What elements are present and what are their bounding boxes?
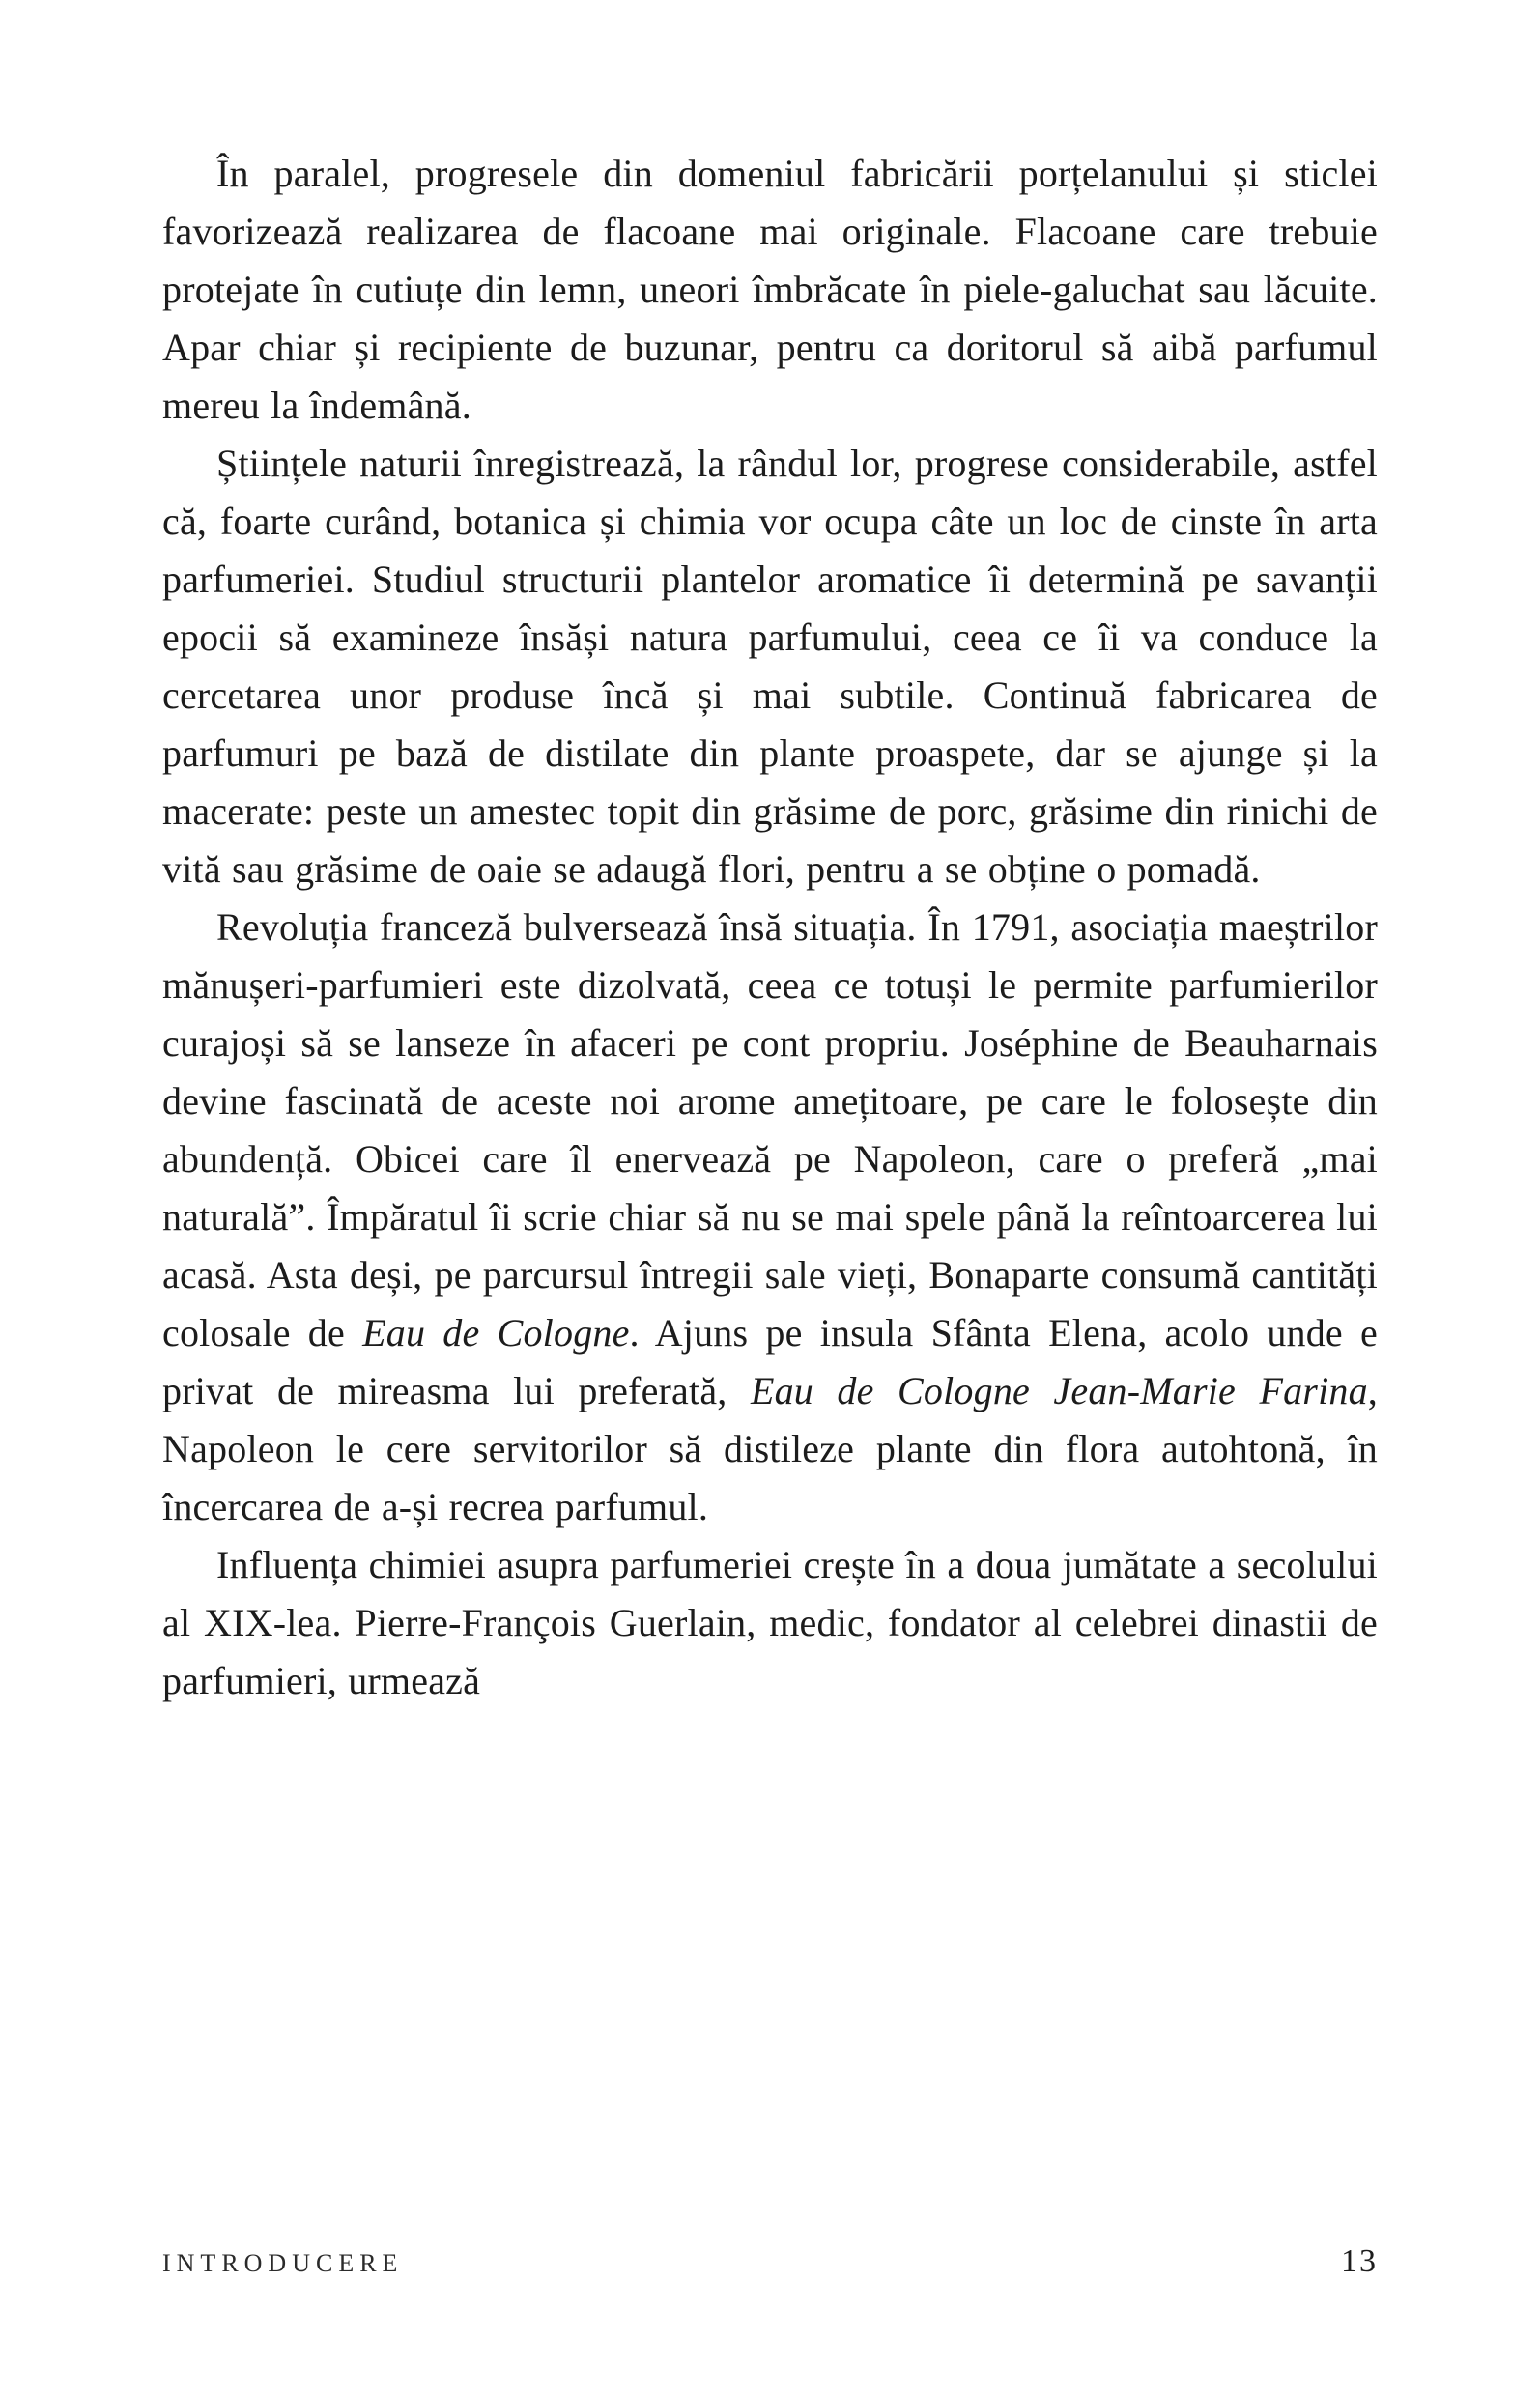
text-run: , Napoleon le cere servitorilor să distileze plante din flora autohtonă, în încercarea de a-și recrea parfumul. (162, 1369, 1378, 1528)
running-footer-section: INTRODUCERE (162, 2249, 404, 2277)
paragraph (162, 1536, 1378, 1710)
text-run: Influența chimiei asupra parfumeriei crește în a doua jumătate a secolului al XIX-lea. Pierre-François Guerlain, medic, fondator al celebrei dinastii de parfumieri, urmează (162, 1543, 1378, 1702)
paragraph (162, 435, 1378, 898)
page-footer (162, 2243, 1378, 2280)
text-run: Științele naturii înregistrează, la rândul lor, progrese considerabile, astfel că, foarte curând, botanica și chimia vor ocupa câte un loc de cinste în arta parfumeriei. Studiul structurii plantelor aromatice îi determină pe savanții epocii să examineze însăși natura parfumului, ceea ce îi va conduce la cercetarea unor produse încă și mai subtile. Continuă fabricarea de parfumuri pe bază de distilate din plante proaspete, dar se ajunge și la macerate: peste un amestec topit din grăsime de porc, grăsime din rinichi de vită sau grăsime de oaie se adaugă flori, pentru a se obține o pomadă. (162, 442, 1378, 891)
page-number: 13 (1341, 2243, 1378, 2279)
text-run: . Ajuns pe insula Sfânta Elena, acolo unde e privat de mireasma lui preferată, (162, 1311, 1378, 1412)
paragraph (162, 898, 1378, 1536)
text-run: În paralel, progresele din domeniul fabricării porțelanului și sticlei favorizează realizarea de flacoane mai originale. Flacoane care trebuie protejate în cutiuțe din lemn, uneori îmbrăcate în piele-galuchat sau lăcuite. Apar chiar și recipiente de buzunar, pentru ca doritorul să aibă parfumul mereu la îndemână. (162, 152, 1378, 427)
paragraph (162, 145, 1378, 435)
italic-text-run: Eau de Cologne Jean-Marie Farina (750, 1369, 1368, 1412)
italic-text-run: Eau de Cologne (362, 1311, 630, 1355)
text-block (162, 145, 1378, 1710)
text-run: Revoluția franceză bulversează însă situația. În 1791, asociația maeștrilor mănușeri-parfumieri este dizolvată, ceea ce totuși le permite parfumierilor curajoși să se lanseze în afaceri pe cont propriu. Joséphine de Beauharnais devine fascinată de aceste noi arome amețitoare, pe care le folosește din abundență. Obicei care îl enervează pe Napoleon, care o preferă „mai naturală”. Împăratul îi scrie chiar să nu se mai spele până la reîntoarcerea lui acasă. Asta deși, pe parcursul întregii sale vieți, Bonaparte consumă cantități colosale de (162, 905, 1378, 1355)
